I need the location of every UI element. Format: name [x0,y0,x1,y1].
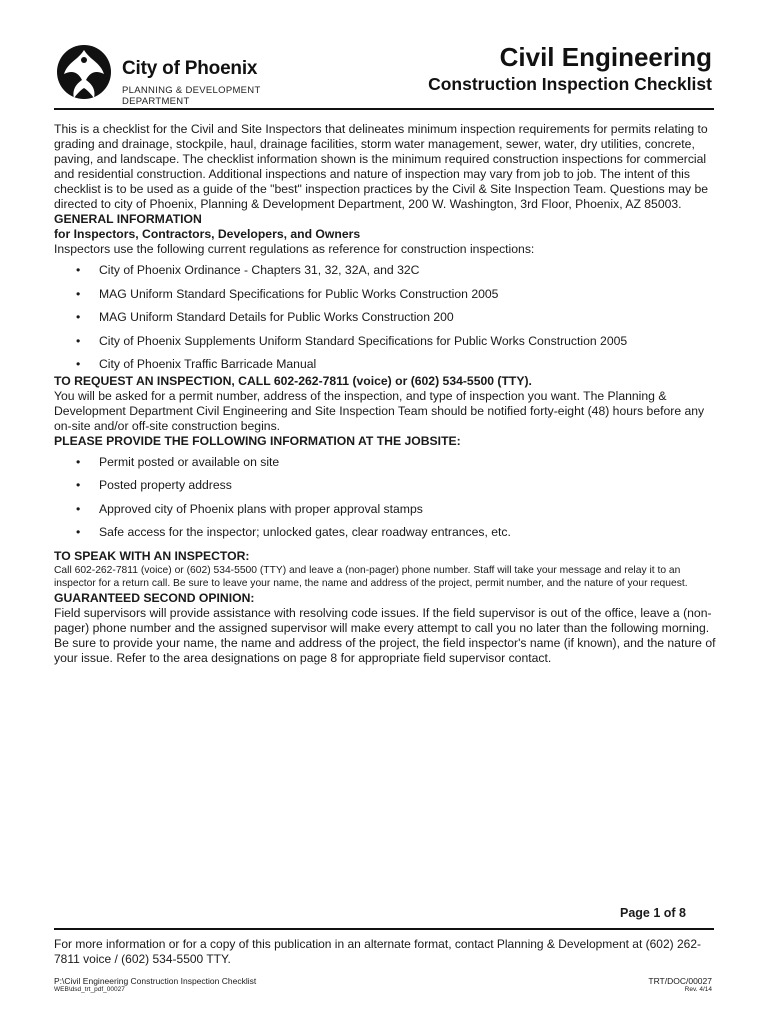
bullet-icon: • [76,357,81,371]
footer-left [54,976,256,994]
bullet-icon: • [76,501,81,516]
bullet-icon: • [76,478,81,492]
request-body: You will be asked for a permit number, address of the inspection, and type of inspection you want. The Planning & Development Department Civil Engineering and Site Inspection Team should be notified forty-eight (48) hours before any on-site and/or off-site construction begins. [54,388,705,433]
web-reference: WEB\dsd_trt_pdf_00027 [54,986,125,993]
footer-right [648,976,712,994]
list-item: • City of Phoenix Ordinance - Chapters 31, 32, 32A, and 32C [76,263,420,277]
phoenix-bird-icon [54,40,114,102]
list-item: • MAG Uniform Standard Specifications for Public Works Construction 2005 [76,286,499,301]
department-name: PLANNING & DEVELOPMENT DEPARTMENT [122,85,261,107]
bullet-icon: • [76,286,81,301]
general-heading: GENERAL INFORMATION [54,212,202,226]
list-item: • City of Phoenix Traffic Barricade Manual [76,357,317,371]
list-item: • Safe access for the inspector; unlocked gates, clear roadway entrances, etc. [76,525,511,539]
second-opinion-heading: GUARANTEED SECOND OPINION: [54,590,255,605]
footer-contact-info: For more information or for a copy of this publication in an alternate format, contact Planning & Development at (602) 262-7811 voice / (602) 534-5500 TTY. [54,937,702,966]
document-body [54,122,718,666]
list-item: • Posted property address [76,478,232,492]
revision-date: Rev. 4/14 [684,986,712,993]
file-path: P:\Civil Engineering Construction Inspection Checklist [54,976,257,986]
document-titles [428,42,712,96]
list-item: • City of Phoenix Supplements Uniform Standard Specifications for Public Works Construction 2005 [76,333,628,348]
bullet-icon: • [76,525,81,539]
list-item: • MAG Uniform Standard Details for Public Works Construction 200 [76,310,454,324]
speak-heading: TO SPEAK WITH AN INSPECTOR: [54,548,250,563]
bullet-icon: • [76,310,81,324]
general-subheading: for Inspectors, Contractors, Developers, and Owners [54,227,361,241]
page-number: Page 1 of 8 [620,906,686,920]
document-code: TRT/DOC/00027 [648,976,712,986]
city-logo [54,40,324,107]
bullet-icon: • [76,333,81,348]
document-title: Civil Engineering [499,42,712,72]
speak-body: Call 602-262-7811 (voice) or (602) 534-5500 (TTY) and leave a (non-pager) phone number. Staff will take your message and relay it to an inspector for a return call. Be sure to leave your name, the name and address of the project, permit number, and the nature of your request. [54,564,688,589]
bullet-icon: • [76,454,81,469]
intro-paragraph: This is a checklist for the Civil and Site Inspectors that delineates minimum inspection requirements for permits relating to grading and drainage, stockpile, haul, drainage facilities, storm water management, sewer, water, dry utilities, concrete, paving, and landscape. The checklist information shown is the minimum required construction inspections for commercial and residential construction. Additional inspections and nature of inspection may vary from job to job. The intent of this checklist is to be used as a guide of the "best" inspection practices by the Civil & Site Inspection Team. Questions may be directed to city of Phoenix, Planning & Development Department, 200 W. Washington, 3rd Floor, Phoenix, AZ 85003. [54,122,709,211]
bullet-icon: • [76,263,81,277]
general-lead: Inspectors use the following current regulations as reference for construction inspections: [54,242,535,256]
document-subtitle: Construction Inspection Checklist [428,74,712,94]
list-item: • Approved city of Phoenix plans with proper approval stamps [76,501,423,516]
second-opinion-body: Field supervisors will provide assistance with resolving code issues. If the field supervisor is out of the office, leave a (non-pager) phone number and the assigned supervisor will make every attempt to call you no later than the following morning. Be sure to provide your name, the name and address of the project, the field inspector's name (if known), and the nature of your issue. Refer to the area designations on page 8 for appropriate field supervisor contact. [54,605,716,665]
org-name: City of Phoenix [122,58,258,79]
regulations-list [54,263,718,381]
list-item: • Permit posted or available on site [76,454,280,469]
footer-rule [54,928,714,930]
request-heading: TO REQUEST AN INSPECTION, CALL 602-262-7811 (voice) or (602) 534-5500 (TTY). [54,373,532,388]
jobsite-heading: PLEASE PROVIDE THE FOLLOWING INFORMATION AT THE JOBSITE: [54,433,461,448]
header-rule [54,108,714,110]
jobsite-list [54,455,718,549]
